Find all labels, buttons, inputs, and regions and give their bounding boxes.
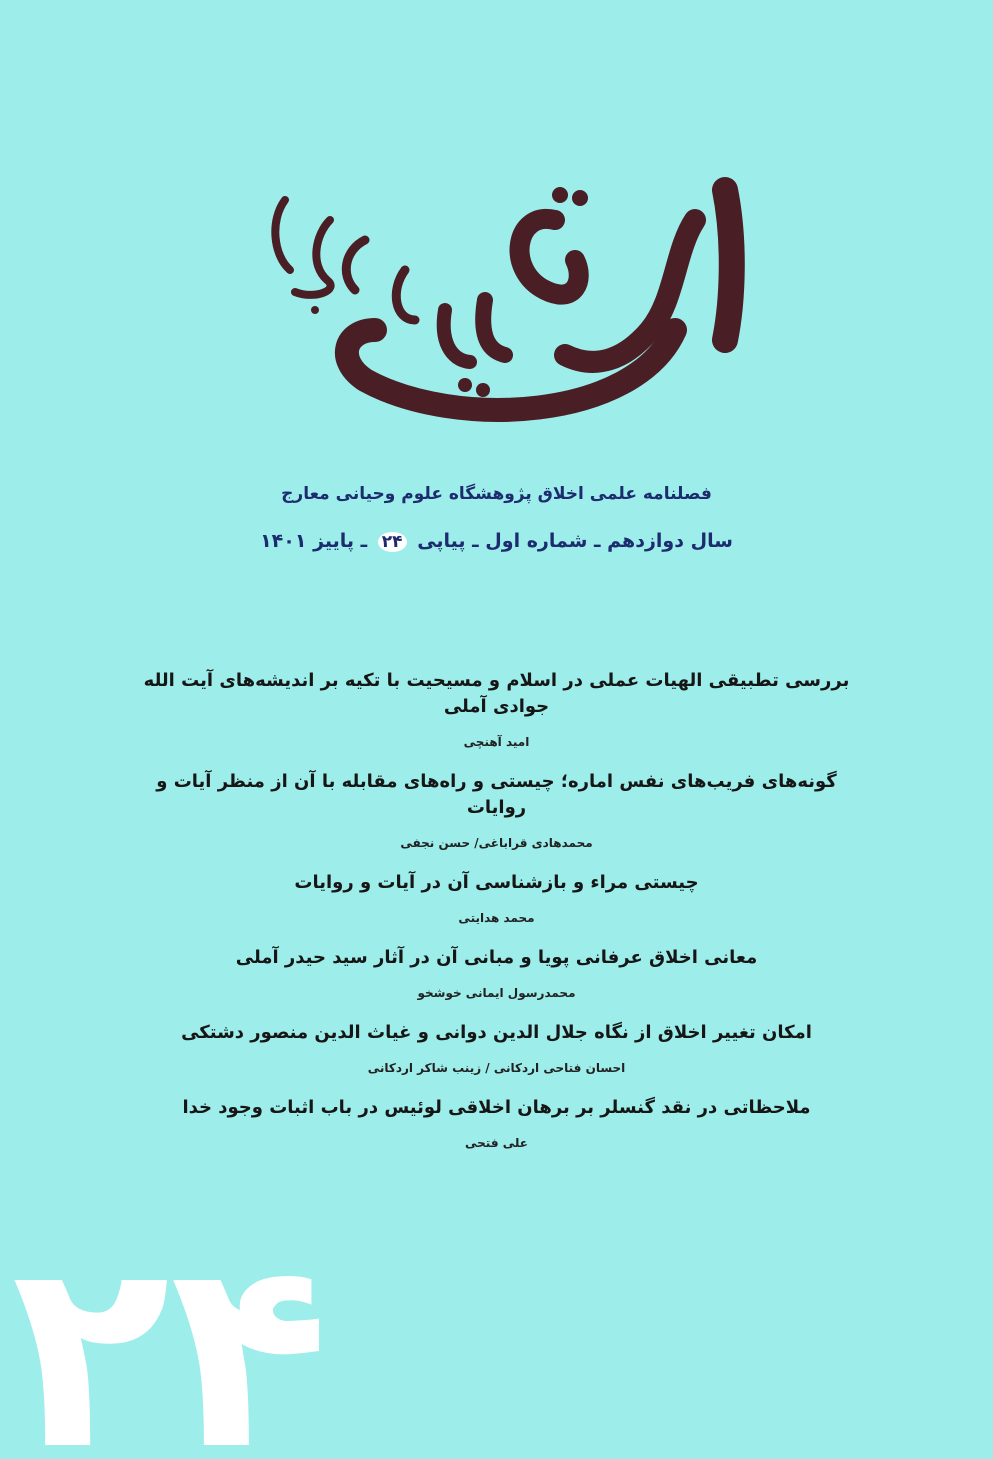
list-item bbox=[140, 1095, 853, 1153]
article-author: امید آهنچی bbox=[463, 735, 530, 749]
article-title: بررسی تطبیقی الهیات عملی در اسلام و مسیحیت با تکیه بر اندیشه‌های آیت الله جوادی آملی bbox=[143, 670, 850, 717]
table-of-contents bbox=[140, 668, 853, 1170]
issue-number-badge: ۲۴ bbox=[378, 532, 407, 552]
issue-suffix: ـ پاییز ۱۴۰۱ bbox=[260, 530, 368, 552]
article-author: محمدرسول ایمانی خوشخو bbox=[417, 986, 576, 1000]
article-title: گونه‌های فریب‌های نفس اماره؛ چیستی و راه‌های مقابله با آن از منظر آیات و روایات bbox=[156, 771, 837, 818]
article-title: امکان تغییر اخلاق از نگاه جلال الدین دوانی و غیاث الدین منصور دشتکی bbox=[181, 1022, 812, 1043]
cover-number-text: ۲۴ bbox=[11, 1205, 329, 1459]
issue-prefix: سال دوازدهم ـ شماره اول ـ پیاپی bbox=[417, 530, 733, 552]
article-author: احسان فتاحی اردکانی / زینب شاکر اردکانی bbox=[367, 1061, 626, 1075]
article-title: چیستی مراء و بازشناسی آن در آیات و روایات bbox=[294, 872, 699, 893]
article-author: علی فتحی bbox=[465, 1136, 528, 1150]
article-author: محمد هدایتی bbox=[458, 911, 535, 925]
issue-info bbox=[0, 530, 993, 552]
journal-subtitle: فصلنامه علمی اخلاق پژوهشگاه علوم وحیانی معارج bbox=[281, 484, 712, 504]
article-title: معانی اخلاق عرفانی پویا و مبانی آن در آثار سید حیدر آملی bbox=[235, 947, 758, 968]
article-title: ملاحظاتی در نقد گنسلر بر برهان اخلاقی لوئیس در باب اثبات وجود خدا bbox=[182, 1097, 811, 1118]
list-item bbox=[140, 870, 853, 928]
list-item bbox=[140, 945, 853, 1003]
calligraphy-logo-icon bbox=[255, 180, 755, 440]
list-item bbox=[140, 668, 853, 752]
list-item bbox=[140, 769, 853, 853]
article-author: محمدهادی قراباغی/ حسن نجفی bbox=[400, 836, 593, 850]
list-item bbox=[140, 1020, 853, 1078]
cover-issue-number bbox=[11, 1205, 329, 1459]
journal-logo bbox=[255, 180, 755, 440]
